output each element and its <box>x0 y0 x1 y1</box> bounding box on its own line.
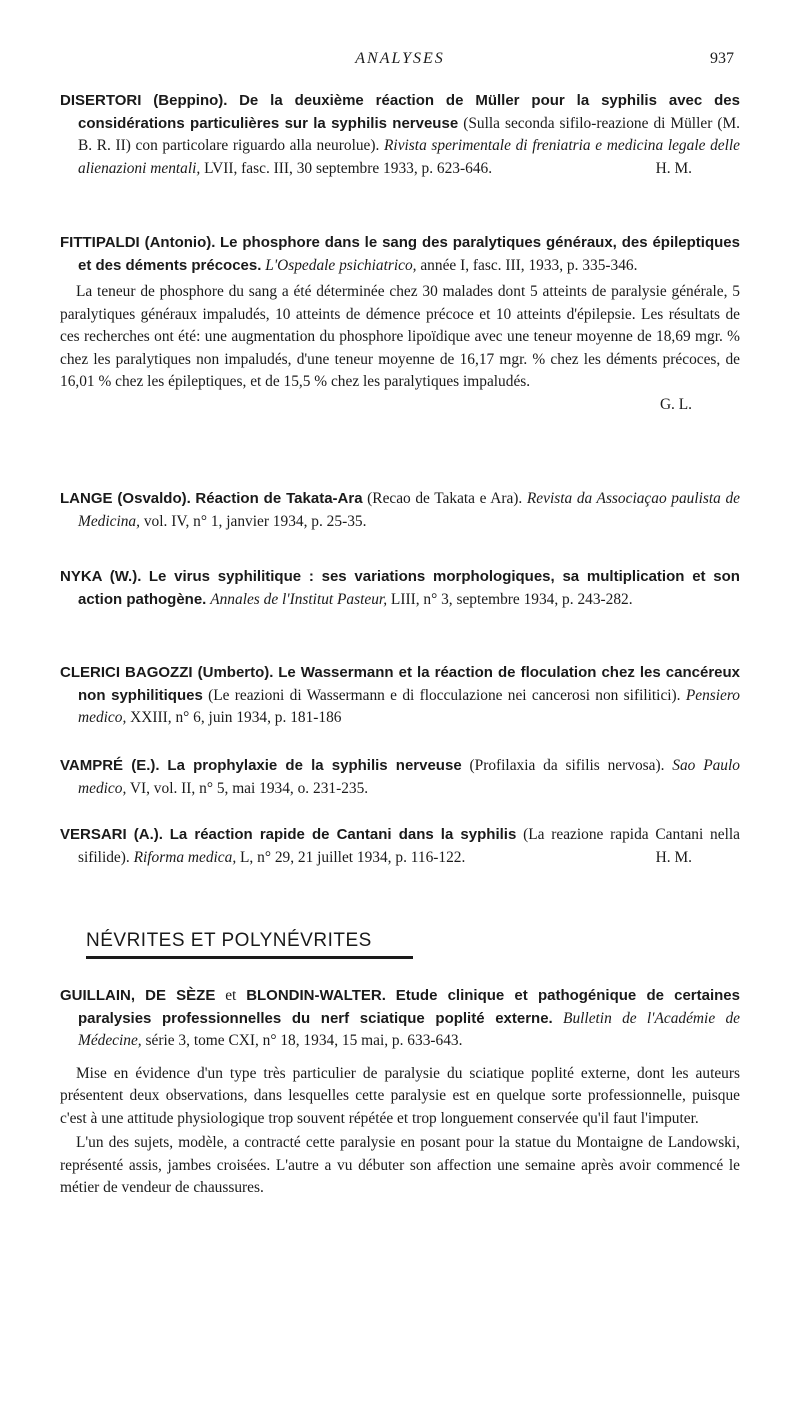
entry-versari <box>60 824 740 870</box>
title: La prophylaxie de la syphilis nerveuse <box>167 757 462 774</box>
details: L, n° 29, 21 juillet 1934, p. 116-122. <box>240 848 466 866</box>
title: Etude clinique et pathogénique de certaines paralysies professionnelles du nerf sciatique poplité externe. <box>78 987 740 1027</box>
journal: Riforma medica, <box>133 848 237 866</box>
author: CLERICI BAGOZZI (Umberto). <box>60 664 274 681</box>
entry-vampre <box>60 755 740 800</box>
title: La réaction rapide de Cantani dans la syphilis <box>169 826 517 843</box>
entry-nyka <box>60 566 740 611</box>
page-header <box>0 50 800 72</box>
title: Réaction de Takata-Ara <box>195 490 363 507</box>
signature: H. M. <box>655 849 692 866</box>
entry-clerici-bagozzi <box>60 662 740 730</box>
reference <box>60 755 740 800</box>
details: année I, fasc. III, 1933, p. 335-346. <box>420 256 638 274</box>
entry-lange <box>60 488 740 533</box>
details: XXIII, n° 6, juin 1934, p. 181-186 <box>130 709 342 726</box>
journal: Annales de l'Institut Pasteur, <box>210 590 388 608</box>
details: série 3, tome CXI, n° 18, 1934, 15 mai, p. 633-643. <box>145 1032 463 1049</box>
details: vol. IV, n° 1, janvier 1934, p. 25-35. <box>143 512 367 530</box>
journal: L'Ospedale psichiatrico, <box>265 256 417 274</box>
abstract-paragraph-1: Mise en évidence d'un type très particulier de paralysie du sciatique poplité externe, dont les auteurs présentent deux observations, dans lesquelles cette paralysie est en quelque sorte professionnelle, puisque c'est à une attitude physiologique trop souvent répétée et trop longuement conservée qu'il faut l'imputer. <box>60 1064 740 1127</box>
reference <box>60 985 740 1053</box>
entry-guillain <box>60 985 740 1200</box>
abstract: La teneur de phosphore du sang a été déterminée chez 30 malades dont 5 atteints de paralysie générale, 5 paralytiques généraux impaludés, 10 atteints de démence précoce et 10 atteints d'épilepsie. Les résultats de ces recherches ont été: une augmentation du phosphore lipoïdique avec une teneur moyenne de 18,69 mgr. % chez les paralytiques non impaludés, d'une teneur moyenne de 16,17 mgr. % chez les déments précoces, de 16,01 % chez les épileptiques, et de 15,5 % chez les paralytiques impaludés. <box>60 283 740 390</box>
details: LVII, fasc. III, 30 septembre 1933, p. 623-646. <box>204 159 493 177</box>
author-join: et <box>225 987 237 1004</box>
signature: G. L. <box>659 395 692 413</box>
author: DISERTORI (Beppino). <box>60 92 228 109</box>
signature: H. M. <box>655 160 692 177</box>
entry-disertori <box>60 90 740 181</box>
page-number: 937 <box>710 50 734 67</box>
original-title: (Profilaxia da sifilis nervosa). <box>469 757 665 774</box>
section-rule <box>86 956 413 959</box>
original-title: (La reazione rapida Cantani nella sifilide). <box>78 826 740 866</box>
author: VERSARI (A.). <box>60 826 163 843</box>
journal: Pensiero medico, <box>78 686 740 726</box>
author: LANGE (Osvaldo). <box>60 490 191 507</box>
original-title: (Sulla seconda sifilo-reazione di Müller (M. B. R. II) con particolare riguardo alla neurolue). <box>78 114 740 154</box>
reference <box>60 566 740 611</box>
original-title: (Recao de Takata e Ara). <box>367 490 523 507</box>
author-2: BLONDIN-WALTER. <box>246 987 386 1004</box>
reference <box>60 662 740 730</box>
original-title: (Le reazioni di Wassermann e di flocculazione nei cancerosi non sifilitici). <box>208 686 681 704</box>
running-title: ANALYSES <box>355 50 445 67</box>
journal: Revista da Associaçao paulista de Medicina, <box>78 490 740 530</box>
journal: Sao Paulo medico, <box>78 757 740 797</box>
details: VI, vol. II, n° 5, mai 1934, o. 231-235. <box>129 779 369 797</box>
section-heading: NÉVRITES ET POLYNÉVRITES <box>86 930 372 951</box>
title: Le phosphore dans le sang des paralytiques généraux, des épileptiques et des déments précoces. <box>78 234 740 274</box>
abstract-paragraph-2: L'un des sujets, modèle, a contracté cette paralysie en posant pour la statue du Montaigne de Landowski, représenté assis, jambes croisées. L'autre a vu débuter son affection une semaine après avoir commencé le métier de vendeur de chaussures. <box>60 1134 740 1196</box>
title: De la deuxième réaction de Müller pour la syphilis avec des considérations particulières sur la syphilis nerveuse <box>78 92 740 132</box>
author: FITTIPALDI (Antonio). <box>60 234 216 251</box>
journal: Rivista sperimentale di freniatria e medicina legale delle alienazioni mentali, <box>78 137 740 177</box>
author: NYKA (W.). <box>60 568 142 585</box>
reference <box>60 488 740 533</box>
details: LIII, n° 3, septembre 1934, p. 243-282. <box>390 590 633 608</box>
journal: Bulletin de l'Académie de Médecine, <box>78 1009 740 1049</box>
author: VAMPRÉ (E.). <box>60 757 160 774</box>
author: GUILLAIN, DE SÈZE <box>60 987 216 1004</box>
reference <box>60 232 740 277</box>
entry-fittipaldi <box>60 232 740 416</box>
title: Le virus syphilitique : ses variations morphologiques, sa multiplication et son action pathogène. <box>78 568 740 608</box>
title: Le Wassermann et la réaction de floculation chez les cancéreux non syphilitiques <box>78 664 741 704</box>
